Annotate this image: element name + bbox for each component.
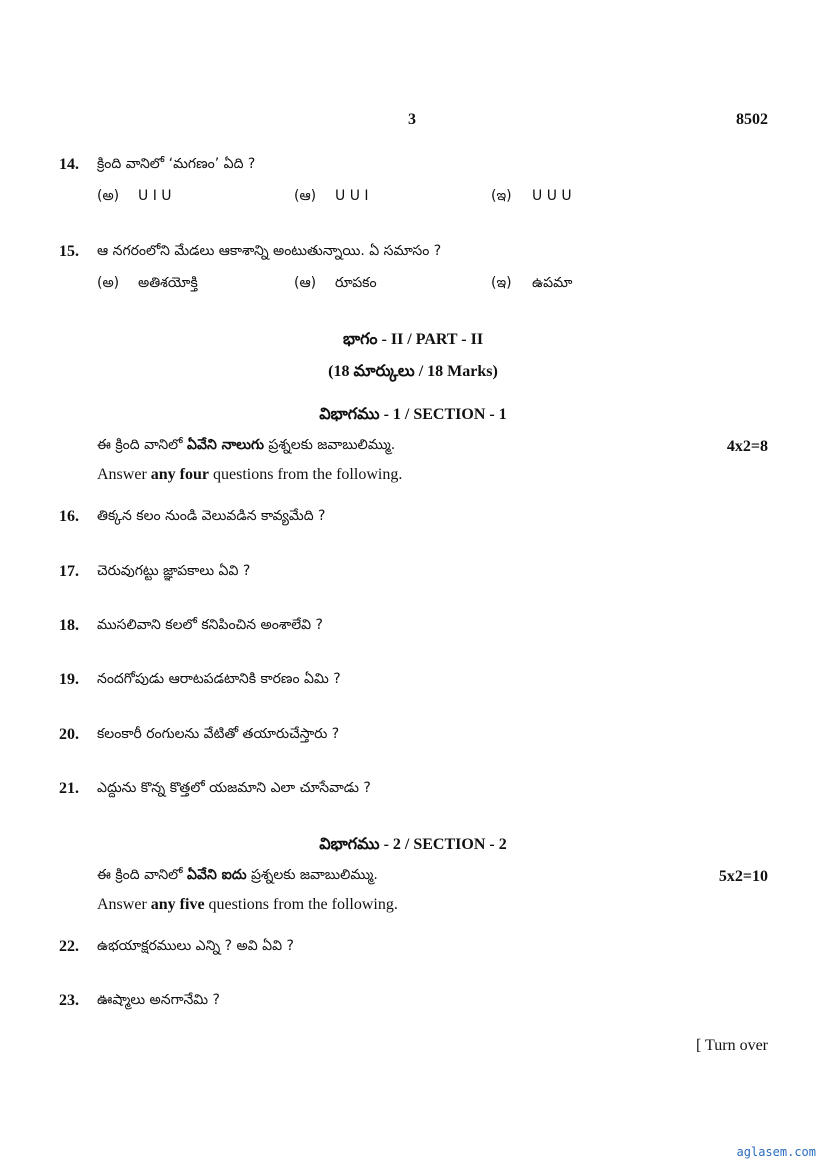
question-number: 23. [59, 992, 79, 1009]
instruction-emphasis: any five [150, 896, 205, 913]
question-text: ఉభయాక్షరములు ఎన్ని ? అవి ఏవి ? [97, 938, 294, 954]
instruction-emphasis: ఏవేని నాలుగు [187, 437, 264, 453]
question-number: 21. [59, 780, 79, 797]
question-number: 15. [59, 243, 79, 260]
question-number: 19. [59, 671, 79, 688]
instruction-emphasis: ఏవేని ఐదు [187, 867, 247, 883]
section-instruction-telugu [97, 867, 378, 886]
question-text: ఎద్దును కొన్న కొత్తలో యజమాని ఎలా చూసేవాడు ? [97, 780, 371, 796]
instruction-text: Answer [97, 466, 151, 483]
section-title: విభాగము - 2 / SECTION - 2 [319, 836, 507, 853]
section-instruction-telugu [97, 437, 395, 456]
question-text: కలంకారీ రంగులను వేటితో తయారుచేస్తారు ? [97, 726, 340, 742]
watermark: aglasem.com [736, 1145, 816, 1159]
option-label: (ఆ) [294, 188, 317, 204]
question-text: క్రింది వానిలో ‘మగణం’ ఏది ? [97, 156, 256, 172]
page-number: 3 [408, 111, 416, 128]
turn-over-note: [ Turn over [695, 1037, 768, 1054]
option-label: (ఇ) [491, 275, 512, 291]
question-text: ముసలివాని కలలో కనిపించిన అంశాలేవి ? [97, 617, 323, 633]
question-text: చెరువుగట్టు జ్ఞాపకాలు ఏవి ? [97, 563, 251, 579]
option-value: U I U [138, 188, 172, 204]
option-label: (అ) [97, 275, 120, 291]
section-marks: 5x2=10 [718, 868, 768, 885]
instruction-text: Answer [97, 896, 151, 913]
question-text: ఆ నగరంలోని మేడలు ఆకాశాన్ని అంటుతున్నాయి. ఏ సమాసం ? [97, 243, 442, 259]
part-marks: (18 మార్కులు / 18 Marks) [328, 363, 498, 380]
section-instruction-english [97, 466, 402, 484]
option-value: ఉపమా [532, 275, 573, 291]
option-value: U U I [335, 188, 369, 204]
instruction-text: ప్రశ్నలకు జవాబులిమ్ము. [263, 437, 396, 453]
instruction-emphasis: any four [150, 466, 209, 483]
option-label: (అ) [97, 188, 120, 204]
question-text: నందగోపుడు ఆరాటపడటానికి కారణం ఏమి ? [97, 671, 341, 687]
paper-code: 8502 [736, 111, 768, 128]
question-number: 14. [59, 156, 79, 173]
option-label: (ఆ) [294, 275, 317, 291]
question-number: 20. [59, 726, 79, 743]
option-value: అతిశయోక్తి [138, 275, 198, 291]
section-title: విభాగము - 1 / SECTION - 1 [319, 406, 507, 423]
instruction-text: ఈ క్రింది వానిలో [97, 437, 188, 453]
question-number: 16. [59, 508, 79, 525]
instruction-text: ఈ క్రింది వానిలో [97, 867, 188, 883]
option-value: U U U [532, 188, 572, 204]
question-number: 17. [59, 563, 79, 580]
instruction-text: ప్రశ్నలకు జవాబులిమ్ము. [246, 867, 378, 883]
section-marks: 4x2=8 [726, 438, 768, 455]
question-number: 22. [59, 938, 79, 955]
section-instruction-english [97, 896, 398, 914]
question-number: 18. [59, 617, 79, 634]
option-label: (ఇ) [491, 188, 512, 204]
question-text: ఊష్మాలు అనగానేమి ? [97, 992, 220, 1008]
instruction-text: questions from the following. [204, 896, 398, 913]
part-title: భాగం - II / PART - II [342, 331, 484, 348]
option-value: రూపకం [335, 275, 377, 291]
question-text: తిక్కన కలం నుండి వెలువడిన కావ్యమేది ? [97, 508, 326, 524]
instruction-text: questions from the following. [209, 466, 403, 483]
